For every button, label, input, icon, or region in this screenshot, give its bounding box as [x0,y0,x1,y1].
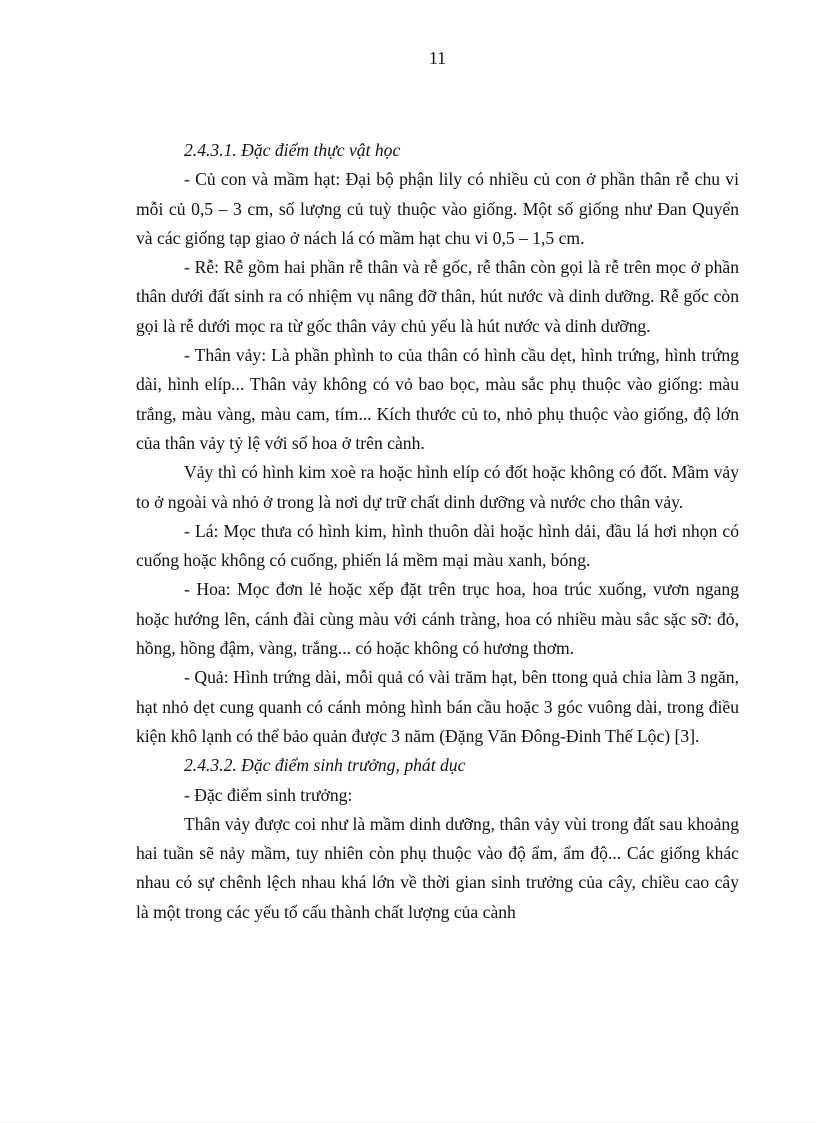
paragraph: Vảy thì có hình kim xoè ra hoặc hình elíp có đốt hoặc không có đốt. Mầm vảy to ở ngoài và nhỏ ở trong là nơi dự trữ chất dinh dưỡng và nước cho thân vảy. [136,462,739,512]
paragraph: Thân vảy được coi như là mầm dinh dưỡng, thân vảy vùi trong đất sau khoảng hai tuần sẽ nảy mầm, tuy nhiên còn phụ thuộc vào độ ẩm, ẩm độ... Các giống khác nhau có sự chênh lệch nhau khá lớn về thời gian sinh trưởng của cây, chiều cao cây là một trong các yếu tố cấu thành chất lượng của cành [136,813,739,922]
paragraph: - Rễ: Rễ gồm hai phần rễ thân và rễ gốc, rễ thân còn gọi là rễ trên mọc ở phần thân dưới đất sinh ra có nhiệm vụ nâng đỡ thân, hút nước và dinh dưỡng. Rễ gốc còn gọi là rễ dưới mọc ra từ gốc thân vảy chủ yếu là hút nước và dinh dưỡng. [136,257,739,336]
paragraph: - Thân vảy: Là phần phình to của thân có hình cầu dẹt, hình trứng, hình trứng dài, hình elíp... Thân vảy không có vỏ bao bọc, màu sắc phụ thuộc vào giống: màu trắng, màu vàng, màu cam, tím... Kích thước củ to, nhỏ phụ thuộc vào giống, độ lớn của thân vảy tỷ lệ với số hoa ở trên cành. [136,345,739,453]
document-body [136,136,739,927]
paragraph: - Đặc điểm sinh trưởng: [184,784,353,805]
section-heading: 2.4.3.2. Đặc điểm sinh trưởng, phát dục [184,755,466,776]
paragraph: - Hoa: Mọc đơn lẻ hoặc xếp đặt trên trục hoa, hoa trúc xuống, vươn ngang hoặc hướng lên, cánh đài cùng màu với cánh tràng, hoa có nhiều màu sắc sặc sỡ: đỏ, hồng, hồng đậm, vàng, trắng... có hoặc không có hương thơm. [136,579,739,659]
page-number: 11 [428,48,447,68]
paragraph: - Quả: Hình trứng dài, mỗi quả có vài trăm hạt, bên ttong quả chia làm 3 ngăn, hạt nhỏ dẹt cung quanh có cánh mỏng hình bán cầu hoặc 3 góc vuông dài, trong điều kiện khô lạnh có thể bảo quản được 3 năm (Đặng Văn Đông-Đinh Thế Lộc) [3]. [136,667,739,746]
paragraph: - Củ con và mầm hạt: Đại bộ phận lily có nhiều củ con ở phần thân rễ chu vi mỗi củ 0,5 – 3 cm, số lượng củ tuỳ thuộc vào giống. Một số giống như Đan Quyển và các giống tạp giao ở nách lá có mầm hạt chu vi 0,5 – 1,5 cm. [136,169,739,248]
section-heading: 2.4.3.1. Đặc điểm thực vật học [184,140,401,160]
paragraph: - Lá: Mọc thưa có hình kim, hình thuôn dài hoặc hình dải, đầu lá hơi nhọn có cuống hoặc không có cuống, phiến lá mềm mại màu xanh, bóng. [136,520,739,571]
